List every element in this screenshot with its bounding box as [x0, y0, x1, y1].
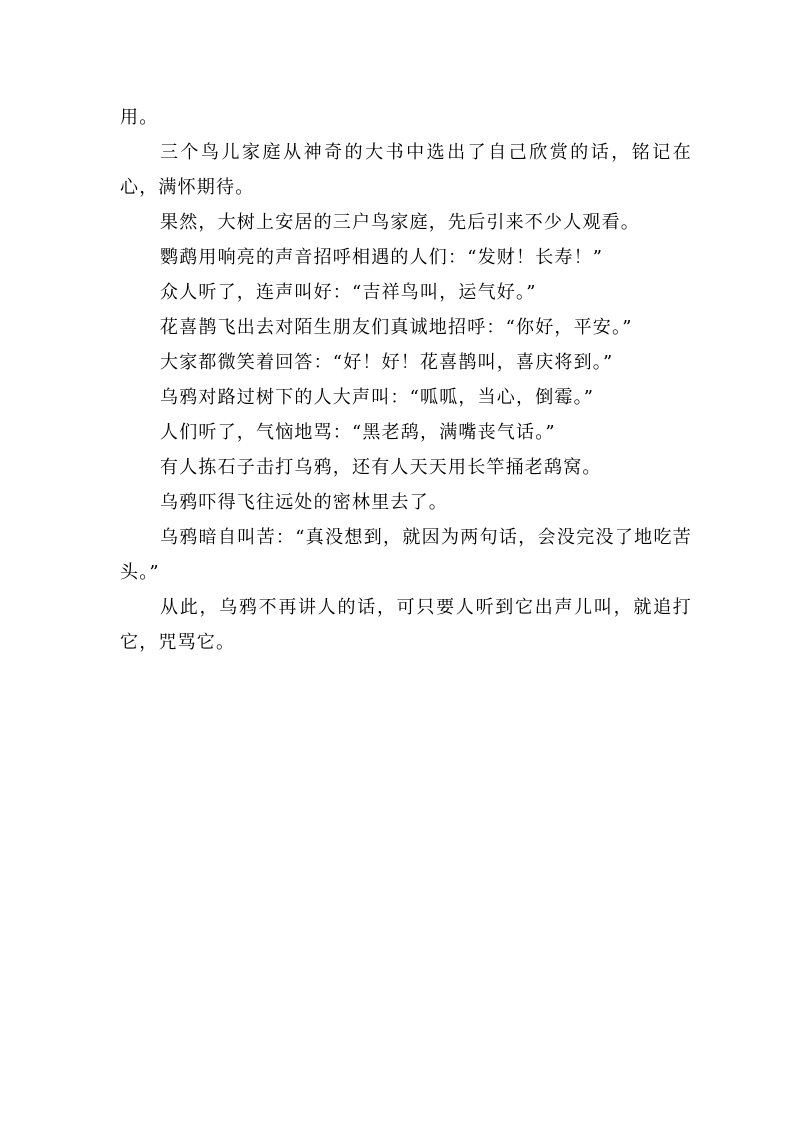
paragraph: 大家都微笑着回答：“好！好！花喜鹊叫，喜庆将到。” [160, 352, 614, 373]
paragraph: 乌鸦对路过树下的人大声叫：“呱呱，当心，倒霉。” [160, 387, 595, 408]
paragraph: 有人拣石子击打乌鸦，还有人天天用长竿捅老鸹窝。 [160, 457, 602, 478]
paragraph: 人们听了，气恼地骂：“黑老鸹，满嘴丧气话。” [160, 422, 556, 443]
paragraph: 果然，大树上安居的三户鸟家庭，先后引来不少人观看。 [160, 212, 640, 233]
paragraph: 三个鸟儿家庭从神奇的大书中选出了自己欣赏的话，铭记在心，满怀期待。 [120, 142, 692, 198]
paragraph: 从此，乌鸦不再讲人的话，可只要人听到它出声儿叫，就追打它，咒骂它。 [120, 597, 692, 653]
paragraph-continuation: 用。 [120, 107, 159, 128]
paragraph: 乌鸦吓得飞往远处的密林里去了。 [160, 492, 448, 513]
paragraph: 众人听了，连声叫好：“吉祥鸟叫，运气好。” [160, 282, 537, 303]
paragraph: 花喜鹊飞出去对陌生朋友们真诚地招呼：“你好，平安。” [160, 317, 633, 338]
paragraph: 鹦鹉用响亮的声音招呼相遇的人们：“发财！长寿！” [160, 247, 604, 268]
story-body [120, 100, 692, 660]
paragraph: 乌鸦暗自叫苦：“真没想到，就因为两句话，会没完没了地吃苦头。” [120, 527, 692, 583]
